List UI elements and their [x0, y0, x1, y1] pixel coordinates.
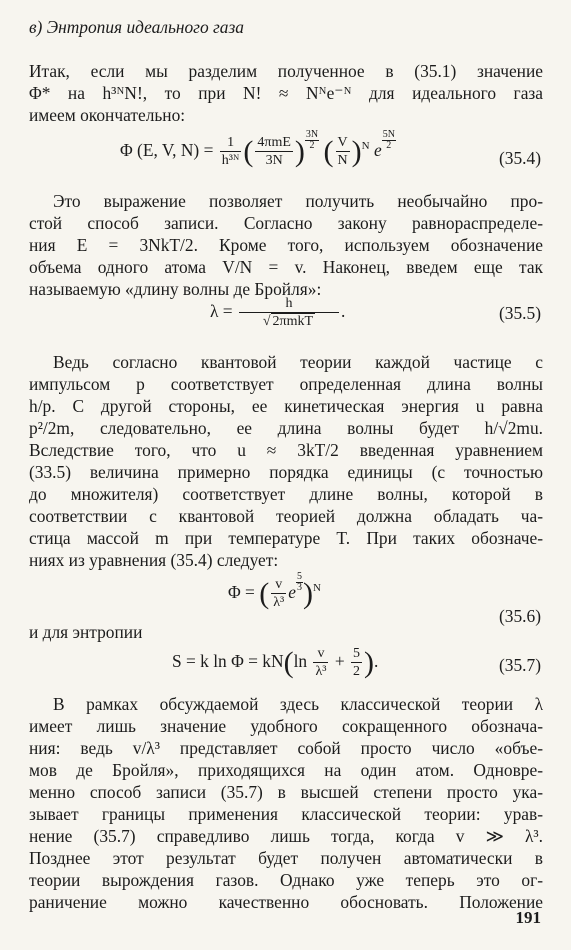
text-line: Итак, если мы разделим полученное в (35.1) значение	[29, 61, 543, 81]
equation-number: (35.7)	[498, 655, 541, 675]
equation-35-6: Φ = ( $\frac{v}{\text{λ³}}$ e $\frac{5}{3}$ )$^N$	[228, 571, 321, 610]
eq-num: V	[337, 135, 348, 150]
text-line: Это выражение позволяет получить необычайно про-	[53, 191, 543, 211]
text-line: импульсом p соответствует определенная длина волны	[29, 374, 543, 394]
text-line: называемую «длину волны де Бройля»:	[29, 279, 322, 299]
text-line: имеет лишь значение удобного сокращенного обознача-	[29, 716, 543, 736]
text-line: объема одного атома V/N = v. Наконец, введем еще так	[29, 257, 543, 277]
text-line: имеем окончательно:	[29, 105, 186, 125]
eq-exp-num: 3N	[305, 129, 319, 140]
eq-lhs: S = k ln Φ = kN	[172, 651, 284, 671]
text-line: Ведь согласно квантовой теории каждой частице с	[53, 352, 543, 372]
text-line: до множителя) соответствует длине волны, которой в	[29, 484, 543, 504]
eq-den: 2πmkT	[272, 314, 314, 329]
text-line: Φ* на h³ᴺN!, то при N! ≈ Nᴺe⁻ᴺ для идеального газа	[29, 83, 543, 103]
text-line: ния E = 3NkT/2. Кроме того, используем обозначение	[29, 235, 543, 255]
eq-exp-num: 5	[296, 571, 302, 582]
text-line: и для энтропии	[29, 622, 143, 642]
equation-number: (35.4)	[498, 148, 541, 168]
eq-e: e	[373, 140, 382, 160]
text-line: теории вырождения газов. Однако уже теперь это ог-	[29, 870, 543, 890]
eq-exp: N	[361, 140, 370, 153]
eq-e: e	[288, 582, 296, 602]
text-line: раничение можно качественно обосновать. Положение	[29, 892, 543, 912]
text-line: ния: ведь v/λ³ представляет собой просто число «объе-	[29, 738, 543, 758]
eq-den: h³ᴺ	[221, 153, 240, 168]
section-title: в) Энтропия идеального газа	[29, 17, 244, 37]
eq-num: 5	[352, 646, 360, 661]
eq-exp-den: 3	[296, 582, 302, 593]
eq-tail: .	[340, 301, 346, 321]
eq-den: λ³	[315, 664, 327, 679]
eq-tail: .	[373, 651, 379, 671]
text-line: h/p. С другой стороны, ее кинетическая энергия u равна	[29, 396, 543, 416]
text-line: (33.5) величина примерно порядка единицы (с точностью	[29, 462, 543, 482]
equation-35-7: S = k ln Φ = kN(ln $\frac{v}{\text{λ³}}$ + $\frac{5}{2}$ ).	[172, 646, 379, 679]
eq-exp: N	[312, 582, 321, 595]
text-line: В рамках обсуждаемой здесь классической теории λ	[53, 694, 543, 714]
eq-den: N	[337, 153, 348, 168]
eq-den: 2	[352, 664, 360, 679]
eq-lhs: Φ (E, V, N) =	[120, 140, 214, 160]
text-line: мов де Бройля», приходящихся на один атом. Одновре-	[29, 760, 543, 780]
text-line: нение (35.7) справедливо лишь тогда, когда v ≫ λ³.	[29, 826, 543, 846]
text-line: Вследствие того, что u ≈ 3kT/2 введенная уравнением	[29, 440, 543, 460]
eq-den: λ³	[273, 595, 285, 610]
equation-35-5: λ = $\frac{h}{\text{√ 2πmkT}}$ .	[210, 296, 346, 329]
eq-ln: ln	[293, 651, 308, 671]
eq-lhs: Φ =	[228, 582, 255, 602]
text-line: Позднее этот результат будет получен автоматически в	[29, 848, 543, 868]
text-line: p²/2m, следовательно, ее длина волны будет h/√2mu.	[29, 418, 543, 438]
text-line: стица массой m при температуре T. При таких обозначе-	[29, 528, 543, 548]
text-line: ниях из уравнения (35.4) следует:	[29, 550, 279, 570]
eq-num: 1	[220, 135, 242, 152]
eq-plus: +	[334, 651, 345, 671]
text-line: зывает границы применения классической теории: урав-	[29, 804, 543, 824]
eq-exp-den: 2	[386, 140, 392, 151]
text-line: менно способ записи (35.7) в высшей степени просто ука-	[29, 782, 543, 802]
text-line: стой способ записи. Согласно закону равнораспределе-	[29, 213, 543, 233]
eq-exp-den: 2	[309, 140, 315, 151]
eq-lhs: λ =	[210, 301, 233, 321]
eq-num: v	[313, 646, 328, 663]
equation-number: (35.6)	[498, 606, 541, 626]
equation-number: (35.5)	[498, 303, 541, 323]
eq-den: 3N	[265, 153, 283, 168]
page-number: 191	[515, 908, 541, 927]
equation-35-4: Φ (E, V, N) = $\frac{1}{\text{h³ᴺ}}$ ( $\frac{\text{4πmE}}{3N}$ ) $\frac{3N}{2}$ ( $\frac{V}{N}$ )$^N$ e $\frac{5N}{2}$	[120, 129, 395, 168]
eq-exp-num: 5N	[382, 129, 395, 140]
eq-num: h	[239, 296, 339, 313]
eq-num: 4πmE	[257, 135, 291, 150]
text-line: соответствии с квантовой теорией должна обладать ча-	[29, 506, 543, 526]
eq-num: v	[271, 577, 286, 594]
